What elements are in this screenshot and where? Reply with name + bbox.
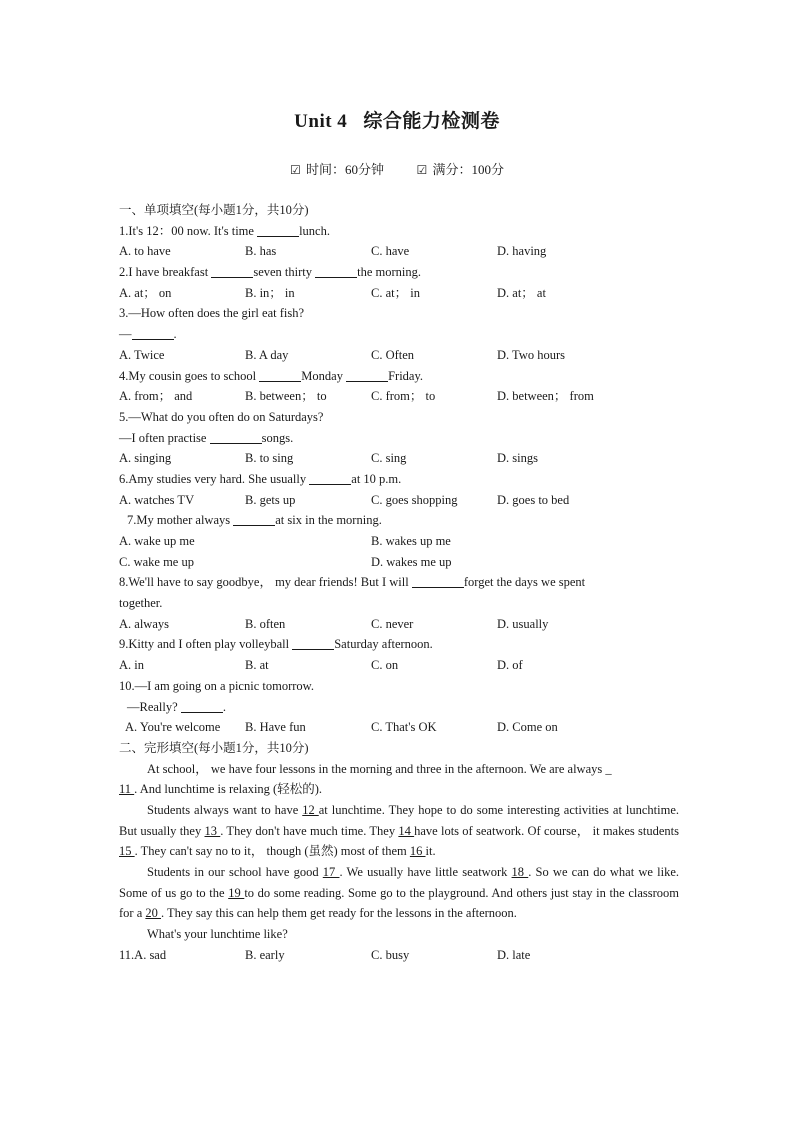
- option: A. at； on: [119, 285, 172, 300]
- option: B. between； to: [245, 389, 327, 404]
- answer-blank: [346, 367, 388, 382]
- option: A. always: [119, 616, 169, 631]
- question-10: 10.—I am going on a picnic tomorrow.: [119, 678, 314, 693]
- question-3: 3.—How often does the girl eat fish?: [119, 306, 305, 321]
- answer-blank: [257, 222, 299, 237]
- question-4: 4.My cousin goes to school Monday Friday.: [119, 368, 424, 383]
- options-6: [119, 490, 679, 511]
- option: C. from； to: [371, 389, 436, 404]
- option: C. goes shopping: [371, 492, 458, 507]
- option: A. Twice: [119, 347, 165, 362]
- option: D. having: [497, 244, 547, 259]
- cloze-blank: 17: [322, 865, 340, 880]
- option: C. on: [371, 658, 399, 673]
- option: B. at: [245, 658, 269, 673]
- question-1: 1.It's 12：00 now. It's time lunch.: [119, 223, 330, 238]
- check-icon: ☑: [416, 163, 428, 177]
- option: B. in； in: [245, 285, 295, 300]
- cloze-paragraph-1: At school， we have four lessons in the morning and three in the afternoon. We are always _ 11 . And lunchtime is relaxing (轻松的).: [119, 761, 612, 797]
- option: B. to sing: [245, 451, 294, 466]
- option: C. never: [371, 616, 414, 631]
- exam-content: [119, 200, 679, 966]
- answer-blank: [315, 263, 357, 278]
- answer-blank: [292, 635, 334, 650]
- option: A. from； and: [119, 389, 193, 404]
- cloze-blank: 19: [228, 885, 245, 900]
- option: A. watches TV: [119, 492, 195, 507]
- options-8: [119, 614, 679, 635]
- answer-blank: [259, 367, 301, 382]
- cloze-blank: 12: [302, 802, 319, 817]
- answer-blank: [210, 429, 262, 444]
- cloze-blank: 20: [145, 906, 161, 921]
- question-10-reply: —Really? .: [127, 699, 226, 714]
- options-4: [119, 386, 679, 407]
- full-score: 满分：100分: [432, 162, 505, 177]
- option: B. gets up: [245, 492, 296, 507]
- option: C. sing: [371, 451, 407, 466]
- options-10: [119, 717, 679, 738]
- question-9: 9.Kitty and I often play volleyball Saturday afternoon.: [119, 637, 433, 652]
- check-icon: ☑: [289, 163, 301, 177]
- answer-blank: [412, 573, 464, 588]
- exam-meta: [0, 159, 794, 178]
- options-1: [119, 241, 679, 262]
- cloze-blank: 11: [119, 782, 135, 797]
- option: B. Have fun: [245, 720, 306, 735]
- option: A. singing: [119, 451, 172, 466]
- options-3: [119, 345, 679, 366]
- option: C. wake me up: [119, 554, 194, 569]
- option: B. wakes up me: [371, 534, 451, 548]
- option: 11.A. sad: [119, 947, 167, 962]
- option: C. busy: [371, 947, 410, 962]
- option: B. early: [245, 947, 285, 962]
- answer-blank: [132, 325, 174, 340]
- option: D. usually: [497, 616, 549, 631]
- cloze-paragraph-3: Students in our school have good 17 . We usually have little seatwork 18 . So we can do what we like. Some of us go to the 19 to do some reading. Some go to the playground. And others just stay in the classroom for a 20 . They say this can help them get ready for the lessons in the afternoon.: [119, 865, 680, 921]
- option: D. of: [497, 658, 523, 673]
- cloze-blank: 18: [511, 865, 529, 880]
- option: A. in: [119, 658, 144, 673]
- options-2: [119, 283, 679, 304]
- page-title: [0, 106, 794, 133]
- option: D. at； at: [497, 285, 546, 300]
- option: B. has: [245, 244, 277, 259]
- option: D. late: [497, 947, 531, 962]
- option: B. often: [245, 616, 286, 631]
- options-11: [119, 945, 679, 966]
- cloze-paragraph-2: Students always want to have 12 at lunchtime. They hope to do some interesting activities at lunchtime. But usually they 13 . They don't have much time. They 14 have lots of seatwork. Of course， it makes students 15 . They can't say no to it， though (虽然) most of them 16 it.: [119, 802, 680, 859]
- options-5: [119, 448, 679, 469]
- option: D. goes to bed: [497, 492, 570, 507]
- question-5: 5.—What do you often do on Saturdays?: [119, 409, 324, 424]
- cloze-blank: 15: [119, 844, 135, 859]
- answer-blank: [309, 470, 351, 485]
- options-9: [119, 655, 679, 676]
- option: A. to have: [119, 244, 171, 259]
- cloze-paragraph-4: What's your lunchtime like?: [147, 927, 288, 942]
- option: C. Often: [371, 347, 415, 362]
- option: A. wake up me: [119, 534, 195, 548]
- option: C. at； in: [371, 285, 420, 300]
- test-title: 综合能力检测卷: [363, 111, 500, 132]
- cloze-blank: 16: [409, 844, 426, 859]
- question-8-cont: together.: [119, 596, 163, 611]
- answer-blank: [211, 263, 253, 278]
- section-heading: 一、单项填空(每小题1分，共10分): [119, 203, 309, 217]
- question-5-reply: —I often practise songs.: [119, 430, 294, 445]
- option: D. Two hours: [497, 347, 565, 362]
- option: D. sings: [497, 451, 538, 466]
- options-7b: [119, 552, 679, 573]
- question-2: 2.I have breakfast seven thirty the morning.: [119, 265, 422, 280]
- option: C. have: [371, 244, 410, 259]
- answer-blank: [233, 511, 275, 526]
- option: D. Come on: [497, 720, 558, 735]
- question-7: 7.My mother always at six in the morning.: [127, 513, 382, 528]
- question-8: 8.We'll have to say goodbye， my dear friends! But I will forget the days we spent: [119, 575, 586, 590]
- time-limit: 时间：60分钟: [305, 162, 384, 177]
- cloze-blank: 14: [398, 823, 415, 838]
- option: D. wakes me up: [371, 554, 452, 569]
- option: B. A day: [245, 347, 289, 362]
- question-3-reply: — .: [119, 327, 177, 342]
- option: C. That's OK: [371, 720, 437, 735]
- options-7: [119, 531, 679, 552]
- section-heading: 二、完形填空(每小题1分，共10分): [119, 740, 309, 755]
- option: D. between； from: [497, 389, 594, 404]
- option: A. You're welcome: [125, 720, 221, 735]
- answer-blank: [181, 698, 223, 713]
- question-6: 6.Amy studies very hard. She usually at 10 p.m.: [119, 471, 402, 486]
- cloze-blank: 13: [204, 823, 221, 838]
- unit-label: Unit 4: [294, 111, 348, 132]
